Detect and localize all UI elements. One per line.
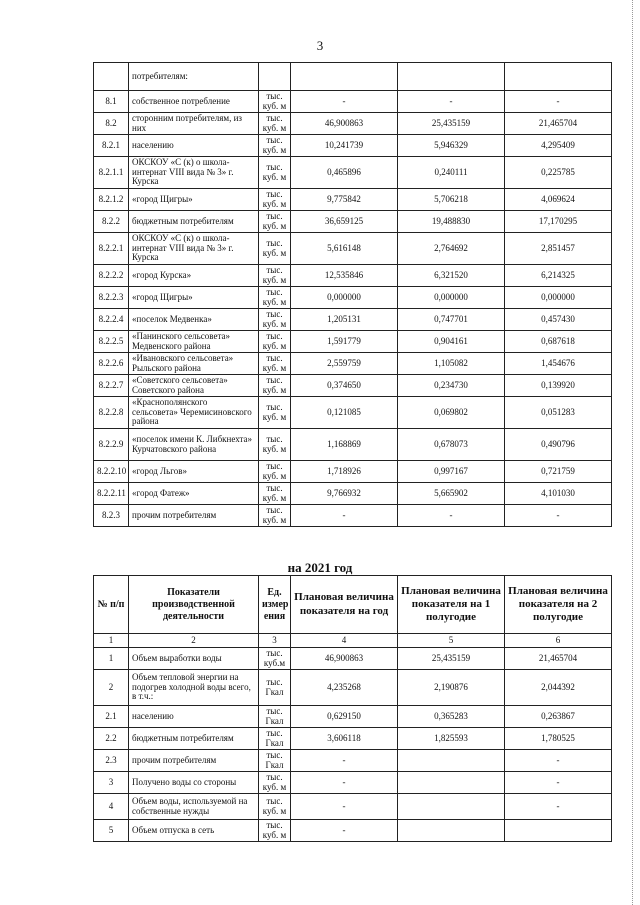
cell-name: населению xyxy=(129,135,259,157)
cell-v2: 25,435159 xyxy=(398,113,505,135)
cell-v3: 0,490796 xyxy=(505,429,612,461)
cell-name: Объем выработки воды xyxy=(129,648,259,670)
cell-v1: 9,775842 xyxy=(291,189,398,211)
cell-v2: 0,747701 xyxy=(398,309,505,331)
cell-v3: 17,170295 xyxy=(505,211,612,233)
cell-v3: 0,263867 xyxy=(505,706,612,728)
cell-v2: 0,069802 xyxy=(398,397,505,429)
table-row xyxy=(94,309,612,331)
cell-v3: 4,069624 xyxy=(505,189,612,211)
cell-v2 xyxy=(398,772,505,794)
cell-v2: 2,764692 xyxy=(398,233,505,265)
cell-v1: - xyxy=(291,794,398,820)
cell-v2: 5,946329 xyxy=(398,135,505,157)
page-number: 3 xyxy=(316,38,324,53)
cell-num: 8.2.2.11 xyxy=(94,483,129,505)
cell-num: 2.1 xyxy=(94,706,129,728)
cell-v2: 0,234730 xyxy=(398,375,505,397)
table-row xyxy=(94,483,612,505)
cell-name: Получено воды со стороны xyxy=(129,772,259,794)
cell-v1: - xyxy=(291,750,398,772)
cell-unit: тыс. куб. м xyxy=(259,461,291,483)
cell-name: «Советского сельсовета» Советского района xyxy=(129,375,259,397)
cell-v1: 46,900863 xyxy=(291,113,398,135)
cell-unit: тыс. куб. м xyxy=(259,397,291,429)
table-row xyxy=(94,728,612,750)
cell-v2 xyxy=(398,820,505,842)
cell-num: 8.1 xyxy=(94,91,129,113)
cell-num xyxy=(94,63,129,91)
cell-v2: 19,488830 xyxy=(398,211,505,233)
cell-v1 xyxy=(291,63,398,91)
cell-v3: 0,139920 xyxy=(505,375,612,397)
cell-v2: 25,435159 xyxy=(398,648,505,670)
cell-unit: тыс. куб. м xyxy=(259,309,291,331)
cell-unit: тыс. Гкал xyxy=(259,670,291,706)
cell-num: 8.2 xyxy=(94,113,129,135)
cell-name: населению xyxy=(129,706,259,728)
table-row xyxy=(94,265,612,287)
cell-v1: 12,535846 xyxy=(291,265,398,287)
cell-v3: - xyxy=(505,91,612,113)
cell-name: «поселок имени К. Либкнехта» Курчатовского района xyxy=(129,429,259,461)
cell-v1: 36,659125 xyxy=(291,211,398,233)
cell-v1: 10,241739 xyxy=(291,135,398,157)
table-row xyxy=(94,353,612,375)
cell-v3: 0,051283 xyxy=(505,397,612,429)
cell-num: 8.2.1.1 xyxy=(94,157,129,189)
cell-v3: 1,780525 xyxy=(505,728,612,750)
cell-num: 8.2.2.6 xyxy=(94,353,129,375)
cell-v1: 4,235268 xyxy=(291,670,398,706)
cell-num: 8.2.1.2 xyxy=(94,189,129,211)
table-row xyxy=(94,750,612,772)
cell-num: 8.2.2.8 xyxy=(94,397,129,429)
cell-name: «Краснополянского сельсовета» Черемисиновского района xyxy=(129,397,259,429)
cell-v2 xyxy=(398,63,505,91)
table-row xyxy=(94,211,612,233)
table-row xyxy=(94,670,612,706)
table-row xyxy=(94,397,612,429)
table-row xyxy=(94,706,612,728)
cell-unit: тыс. Гкал xyxy=(259,750,291,772)
cell-num: 8.2.2.9 xyxy=(94,429,129,461)
cell-v2: 2,190876 xyxy=(398,670,505,706)
cell-v2: 0,678073 xyxy=(398,429,505,461)
cell-v3 xyxy=(505,820,612,842)
cell-v3: 21,465704 xyxy=(505,113,612,135)
cell-unit: тыс. куб. м xyxy=(259,794,291,820)
cell-name: «Панинского сельсовета» Медвенского района xyxy=(129,331,259,353)
table-row xyxy=(94,135,612,157)
cell-num: 8.2.2.3 xyxy=(94,287,129,309)
cell-v1: 1,718926 xyxy=(291,461,398,483)
cell-name: «город Щигры» xyxy=(129,287,259,309)
cell-num: 8.2.1 xyxy=(94,135,129,157)
cell-num: 8.2.2.7 xyxy=(94,375,129,397)
cell-num: 8.2.2.10 xyxy=(94,461,129,483)
header-half1: Плановая величина показателя на 1 полугодие xyxy=(398,576,505,634)
cell-num: 8.2.2.5 xyxy=(94,331,129,353)
cell-v2 xyxy=(398,794,505,820)
cell-unit: тыс. куб. м xyxy=(259,265,291,287)
table-row xyxy=(94,189,612,211)
cell-v1: 0,000000 xyxy=(291,287,398,309)
cell-num: 8.2.2.1 xyxy=(94,233,129,265)
cell-v3: 2,851457 xyxy=(505,233,612,265)
table-row xyxy=(94,233,612,265)
cell-v1: 0,629150 xyxy=(291,706,398,728)
cell-name: «поселок Медвенка» xyxy=(129,309,259,331)
cell-unit: тыс. куб. м xyxy=(259,375,291,397)
table-row xyxy=(94,331,612,353)
cell-v2: - xyxy=(398,91,505,113)
cell-v1: 1,168869 xyxy=(291,429,398,461)
cell-v1: 5,616148 xyxy=(291,233,398,265)
cell-num: 3 xyxy=(94,772,129,794)
page-edge xyxy=(632,0,637,905)
cell-name: бюджетным потребителям xyxy=(129,211,259,233)
index-cell: 1 xyxy=(94,634,129,648)
cell-unit: тыс. куб. м xyxy=(259,483,291,505)
header-half2: Плановая величина показателя на 2 полугодие xyxy=(505,576,612,634)
cell-unit: тыс. куб. м xyxy=(259,331,291,353)
cell-v3: - xyxy=(505,750,612,772)
cell-unit: тыс. куб. м xyxy=(259,135,291,157)
cell-v1: - xyxy=(291,772,398,794)
cell-unit: тыс. куб.м xyxy=(259,648,291,670)
cell-v1: - xyxy=(291,820,398,842)
table-row xyxy=(94,63,612,91)
cell-v3: 2,044392 xyxy=(505,670,612,706)
cell-v3: 21,465704 xyxy=(505,648,612,670)
index-cell: 6 xyxy=(505,634,612,648)
cell-name: «Ивановского сельсовета» Рыльского района xyxy=(129,353,259,375)
cell-v1: 1,205131 xyxy=(291,309,398,331)
cell-unit: тыс. куб. м xyxy=(259,113,291,135)
table-row xyxy=(94,287,612,309)
cell-v3: 0,225785 xyxy=(505,157,612,189)
header-year: Плановая величина показателя на год xyxy=(291,576,398,634)
cell-v3: 0,000000 xyxy=(505,287,612,309)
table-row xyxy=(94,375,612,397)
cell-v1: 2,559759 xyxy=(291,353,398,375)
header-name: Показатели производственной деятельности xyxy=(129,576,259,634)
cell-unit: тыс. куб. м xyxy=(259,772,291,794)
cell-v3 xyxy=(505,63,612,91)
cell-v2: 0,904161 xyxy=(398,331,505,353)
table-row xyxy=(94,91,612,113)
table-row xyxy=(94,772,612,794)
cell-v3: - xyxy=(505,505,612,527)
cell-name: Объем отпуска в сеть xyxy=(129,820,259,842)
lower-table xyxy=(93,575,612,842)
cell-unit: тыс. куб. м xyxy=(259,505,291,527)
cell-num: 8.2.2.2 xyxy=(94,265,129,287)
cell-v2: 5,665902 xyxy=(398,483,505,505)
lower-header-row xyxy=(94,576,612,634)
cell-num: 2 xyxy=(94,670,129,706)
cell-v2: 6,321520 xyxy=(398,265,505,287)
index-row xyxy=(94,634,612,648)
table-row xyxy=(94,157,612,189)
cell-name: «город Щигры» xyxy=(129,189,259,211)
index-cell: 5 xyxy=(398,634,505,648)
cell-v1: 3,606118 xyxy=(291,728,398,750)
cell-v3: 0,457430 xyxy=(505,309,612,331)
index-cell: 4 xyxy=(291,634,398,648)
cell-unit: тыс. куб. м xyxy=(259,91,291,113)
cell-unit: тыс. Гкал xyxy=(259,706,291,728)
cell-v2 xyxy=(398,750,505,772)
table-row xyxy=(94,461,612,483)
table-row xyxy=(94,113,612,135)
index-cell: 2 xyxy=(129,634,259,648)
table-row xyxy=(94,820,612,842)
table-row xyxy=(94,505,612,527)
header-num: № п/п xyxy=(94,576,129,634)
cell-v2: - xyxy=(398,505,505,527)
cell-v3: 0,721759 xyxy=(505,461,612,483)
cell-v1: 46,900863 xyxy=(291,648,398,670)
year-title: на 2021 год xyxy=(287,560,353,575)
cell-v2: 0,240111 xyxy=(398,157,505,189)
cell-v1: 0,465896 xyxy=(291,157,398,189)
cell-name: ОКСКОУ «С (к) о школа-интернат VIII вида № 3» г. Курска xyxy=(129,233,259,265)
cell-unit: тыс. куб. м xyxy=(259,820,291,842)
cell-unit: тыс. куб. м xyxy=(259,429,291,461)
cell-v2: 0,997167 xyxy=(398,461,505,483)
cell-num: 2.2 xyxy=(94,728,129,750)
cell-unit xyxy=(259,63,291,91)
cell-unit: тыс. куб. м xyxy=(259,233,291,265)
cell-name: ОКСКОУ «С (к) о школа-интернат VIII вида № 3» г. Курска xyxy=(129,157,259,189)
cell-unit: тыс. куб. м xyxy=(259,157,291,189)
cell-v2: 5,706218 xyxy=(398,189,505,211)
index-cell: 3 xyxy=(259,634,291,648)
cell-v3: 6,214325 xyxy=(505,265,612,287)
cell-name: «город Фатеж» xyxy=(129,483,259,505)
cell-v2: 0,000000 xyxy=(398,287,505,309)
cell-unit: тыс. куб. м xyxy=(259,211,291,233)
cell-v3: - xyxy=(505,794,612,820)
table-row xyxy=(94,648,612,670)
table-row xyxy=(94,794,612,820)
cell-num: 4 xyxy=(94,794,129,820)
cell-name: сторонним потребителям, из них xyxy=(129,113,259,135)
cell-v1: - xyxy=(291,505,398,527)
cell-name: Объем воды, используемой на собственные нужды xyxy=(129,794,259,820)
cell-num: 8.2.2 xyxy=(94,211,129,233)
header-unit: Ед. измер ения xyxy=(259,576,291,634)
cell-num: 2.3 xyxy=(94,750,129,772)
cell-name: «город Льгов» xyxy=(129,461,259,483)
cell-name: «город Курска» xyxy=(129,265,259,287)
cell-v3: 1,454676 xyxy=(505,353,612,375)
cell-v2: 1,825593 xyxy=(398,728,505,750)
cell-v2: 1,105082 xyxy=(398,353,505,375)
cell-name: прочим потребителям xyxy=(129,750,259,772)
cell-num: 8.2.3 xyxy=(94,505,129,527)
table-row xyxy=(94,429,612,461)
cell-unit: тыс. Гкал xyxy=(259,728,291,750)
cell-v3: 0,687618 xyxy=(505,331,612,353)
cell-v1: 9,766932 xyxy=(291,483,398,505)
cell-name: бюджетным потребителям xyxy=(129,728,259,750)
cell-v1: - xyxy=(291,91,398,113)
cell-num: 5 xyxy=(94,820,129,842)
cell-v3: 4,101030 xyxy=(505,483,612,505)
cell-unit: тыс. куб. м xyxy=(259,353,291,375)
cell-name: прочим потребителям xyxy=(129,505,259,527)
cell-unit: тыс. куб. м xyxy=(259,189,291,211)
cell-v1: 1,591779 xyxy=(291,331,398,353)
cell-unit: тыс. куб. м xyxy=(259,287,291,309)
cell-v2: 0,365283 xyxy=(398,706,505,728)
cell-v3: 4,295409 xyxy=(505,135,612,157)
cell-name: Объем тепловой энергии на подогрев холодной воды всего, в т.ч.: xyxy=(129,670,259,706)
cell-v1: 0,121085 xyxy=(291,397,398,429)
cell-v3: - xyxy=(505,772,612,794)
cell-v1: 0,374650 xyxy=(291,375,398,397)
cell-name: потребителям: xyxy=(129,63,259,91)
cell-name: собственное потребление xyxy=(129,91,259,113)
cell-num: 1 xyxy=(94,648,129,670)
upper-table xyxy=(93,62,612,527)
cell-num: 8.2.2.4 xyxy=(94,309,129,331)
